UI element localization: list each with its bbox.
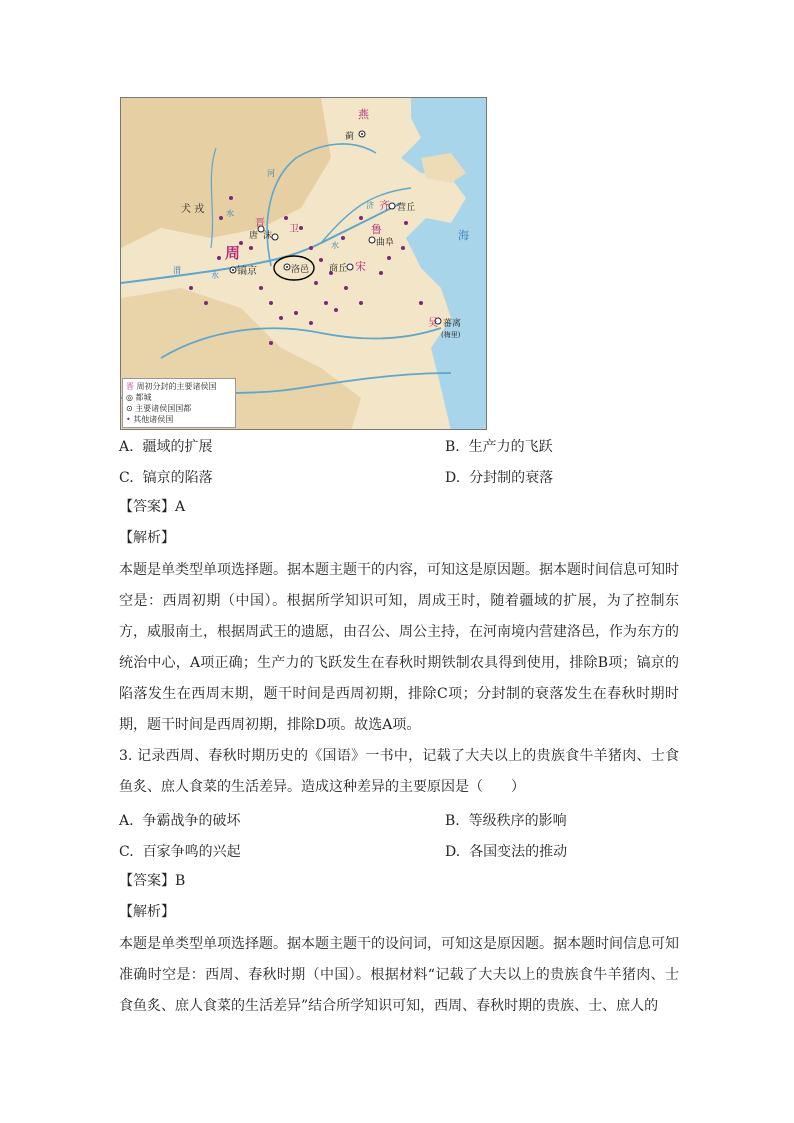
q2-analysis-label: 【解析】 xyxy=(119,530,175,546)
legend-item xyxy=(126,403,232,414)
label-qi: 齐 xyxy=(379,199,390,212)
q2-analysis: 本题是单类型单项选择题。据本题主题干的内容，可知这是原因题。据本题时间信息可知时空是：西周初期（中国）。根据所学知识可知，周成王时，随着疆域的扩展，为了控制东方，威服南土，根据周武王的遗愿，由召公、周公主持，在河南境内营建洛邑，作为东方的统治中心，A项正确；生产力的飞跃发生在春秋时期铁制农具得到使用，排除B项；镐京的陷落发生在西周末期，题干时间是西周初期，排除C项；分封制的衰落发生在春秋时期时期，题干时间是西周初期，排除D项。故选A项。 xyxy=(119,562,679,733)
option-text: 各国变法的推动 xyxy=(469,844,568,860)
legend-text: 周初分封的主要诸侯国 xyxy=(136,382,217,391)
q3-option-a xyxy=(119,810,240,830)
option-text: 等级秩序的影响 xyxy=(468,813,567,829)
option-letter: C. xyxy=(119,844,134,860)
label-qufu: 曲阜 xyxy=(376,238,395,248)
label-yan: 燕 xyxy=(358,108,369,121)
label-tang: 唐 xyxy=(249,231,259,241)
q3-analysis: 本题是单类型单项选择题。据本题主题干的设问词，可知这是原因题。据本题时间信息可知准确时空是：西周、春秋时期（中国）。根据材料“记载了大夫以上的贵族食牛羊猪肉、士食鱼炙、庶人食菜的生活差异”结合所学知识可知，西周、春秋时期的贵族、士、庶人的 xyxy=(119,936,679,1014)
option-text: 疆域的扩展 xyxy=(142,439,213,455)
q3-option-b xyxy=(445,810,567,830)
option-text: 分封制的衰落 xyxy=(469,470,554,486)
label-wei-river: 渭 xyxy=(173,266,181,275)
legend-symbol: • xyxy=(126,415,131,424)
q2-option-d xyxy=(445,467,553,487)
legend-item xyxy=(126,381,232,392)
option-text: 生产力的飞跃 xyxy=(468,439,553,455)
legend-text: 都城 xyxy=(135,393,152,402)
label-wei: 卫 xyxy=(289,224,299,235)
label-shui-1: 水 xyxy=(226,209,234,218)
label-meili: (梅里) xyxy=(441,331,461,339)
capital-marker-shangqiu xyxy=(347,264,353,270)
option-letter: A. xyxy=(119,813,134,829)
legend-text: 其他诸侯国 xyxy=(133,415,174,424)
label-fanli: 蕃离 xyxy=(443,319,462,329)
sea xyxy=(401,98,487,430)
label-luoyi: 洛邑 xyxy=(291,265,310,275)
legend-symbol: ◎ xyxy=(126,393,133,402)
label-ji-river: 济 xyxy=(366,201,374,210)
q3-option-d xyxy=(445,841,567,861)
q3-analysis-label: 【解析】 xyxy=(119,904,175,920)
label-shui-2: 水 xyxy=(211,271,219,280)
option-letter: C. xyxy=(119,470,134,486)
option-text: 镐京的陷落 xyxy=(142,470,213,486)
option-letter: B. xyxy=(445,439,460,455)
legend-text: 主要诸侯国国都 xyxy=(135,404,192,413)
q2-option-b xyxy=(445,436,553,456)
legend-symbol: 晋 xyxy=(126,382,134,391)
option-letter: D. xyxy=(445,470,461,486)
option-text: 争霸战争的破坏 xyxy=(142,813,241,829)
label-gaojing: 镐京 xyxy=(237,266,257,277)
ji-river xyxy=(321,188,411,243)
label-he: 河 xyxy=(267,169,275,178)
q3-option-c xyxy=(119,841,241,861)
map-legend xyxy=(122,378,236,428)
label-jin: 晋 xyxy=(255,218,265,229)
option-letter: A. xyxy=(119,439,134,455)
label-zhou: 周 xyxy=(225,244,241,262)
label-ji: 蓟 xyxy=(345,132,355,142)
label-quanrong: 犬 戎 xyxy=(181,204,205,215)
legend-symbol: ⊙ xyxy=(126,404,133,413)
legend-item xyxy=(126,414,232,425)
label-lu: 鲁 xyxy=(371,223,382,236)
q2-answer: 【答案】A xyxy=(119,499,186,515)
highland xyxy=(121,98,331,248)
option-letter: B. xyxy=(445,813,460,829)
option-letter: D. xyxy=(445,844,461,860)
label-mo: 沫 xyxy=(263,231,273,241)
label-shangqiu: 商丘 xyxy=(329,264,348,274)
q2-option-a xyxy=(119,436,212,456)
q3-stem: 3. 记录西周、春秋时期历史的《国语》一书中，记载了大夫以上的贵族食牛羊猪肉、士食鱼炙、庶人食菜的生活差异。造成这种差异的主要原因是（ ） xyxy=(119,748,679,795)
label-song: 宋 xyxy=(355,260,366,273)
label-shui-3: 水 xyxy=(331,241,339,250)
q3-answer: 【答案】B xyxy=(119,873,186,889)
q2-option-c xyxy=(119,467,213,487)
capital-marker-mo xyxy=(272,234,278,240)
capital-marker-qufu xyxy=(369,237,375,243)
label-wu: 吴 xyxy=(428,318,438,329)
legend-item xyxy=(126,392,232,403)
historical-map xyxy=(120,97,487,430)
label-hai: 海 xyxy=(458,229,469,242)
option-text: 百家争鸣的兴起 xyxy=(142,844,241,860)
label-yingqiu: 营丘 xyxy=(397,203,416,213)
